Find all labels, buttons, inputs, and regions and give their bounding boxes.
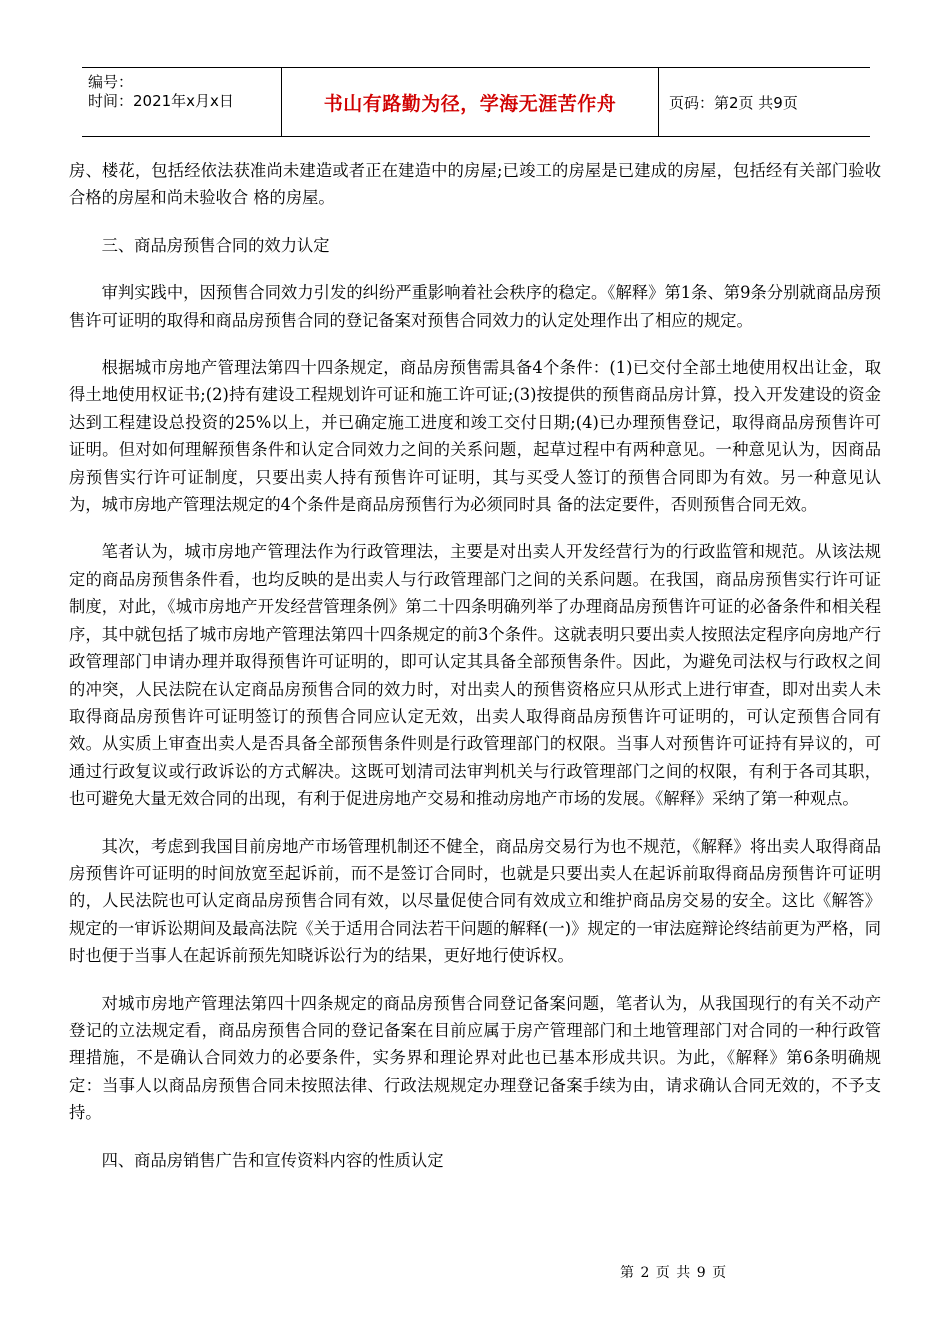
paragraph: 审判实践中，因预售合同效力引发的纠纷严重影响着社会秩序的稳定。《解释》第1条、第9条分别就商品房预售许可证明的取得和商品房预售合同的登记备案对预售合同效力的认定处理作出了相应的规定。 (69, 283, 881, 330)
paragraph-continuation: 房、楼花，包括经依法获准尚未建造或者正在建造中的房屋;已竣工的房屋是已建成的房屋，包括经有关部门验收合格的房屋和尚未验收合 格的房屋。 (69, 161, 881, 208)
paragraph: 笔者认为，城市房地产管理法作为行政管理法，主要是对出卖人开发经营行为的行政监管和规范。从该法规定的商品房预售条件看，也均反映的是出卖人与行政管理部门之间的关系问题。在我国，商品房预售实行许可证制度，对此，《城市房地产开发经营管理条例》第二十四条明确列举了办理商品房预售许可证的必备条件和相关程序，其中就包括了城市房地产管理法第四十四条规定的前3个条件。这就表明只要出卖人按照法定程序向房地产行政管理部门申请办理并取得预售许可证明的，即可认定其具备全部预售条件。因此，为避免司法权与行政权之间的冲突，人民法院在认定商品房预售合同的效力时，对出卖人的预售资格应只从形式上进行审查，即对出卖人未取得商品房预售许可证明签订的预售合同应认定无效，出卖人取得商品房预售许可证明的，可认定预售合同有效。从实质上审查出卖人是否具备全部预售条件则是行政管理部门的权限。当事人对预售许可证持有异议的，可通过行政复议或行政诉讼的方式解决。这既可划清司法审判机关与行政管理部门之间的权限，有利于各司其职，也可避免大量无效合同的出现，有利于促进房地产交易和推动房地产市场的发展。《解释》采纳了第一种观点。 (69, 542, 881, 809)
page-header (82, 67, 870, 137)
page-footer: 第 2 页 共 9 页 (620, 1265, 728, 1281)
section-heading-4: 四、商品房销售广告和宣传资料内容的性质认定 (101, 1150, 444, 1170)
document-number-label: 编号： (88, 73, 134, 91)
section-heading-3: 三、商品房预售合同的效力认定 (101, 235, 330, 255)
document-body (69, 157, 881, 1194)
header-motto: 书山有路勤为径，学海无涯苦作舟 (282, 68, 659, 136)
paragraph: 对城市房地产管理法第四十四条规定的商品房预售合同登记备案问题，笔者认为，从我国现行的有关不动产登记的立法规定看，商品房预售合同的登记备案在目前应属于房产管理部门和土地管理部门对合同的一种行政管理措施，不是确认合同效力的必要条件，实务界和理论界对此也已基本形成共识。为此，《解释》第6条明确规定：当事人以商品房预售合同未按照法律、行政法规规定办理登记备案手续为由，请求确认合同无效的，不予支持。 (69, 993, 881, 1123)
header-page-number: 页码：第2页 共9页 (669, 93, 798, 112)
paragraph: 根据城市房地产管理法第四十四条规定，商品房预售需具备4个条件：(1)已交付全部土地使用权出让金，取得土地使用权证书;(2)持有建设工程规划许可证和施工许可证;(3)按提供的预售商品房计算，投入开发建设的资金达到工程建设总投资的25%以上，并已确定施工进度和竣工交付日期;(4)已办理预售登记，取得商品房预售许可证明。但对如何理解预售条件和认定合同效力之间的关系问题，起草过程中有两种意见。一种意见认为，因商品房预售实行许可证制度，只要出卖人持有预售许可证明，其与买受人签订的预售合同即为有效。另一种意见认为，城市房地产管理法规定的4个条件是商品房预售行为必须同时具 备的法定要件，否则预售合同无效。 (69, 358, 881, 515)
header-meta (82, 68, 282, 136)
paragraph: 其次，考虑到我国目前房地产市场管理机制还不健全，商品房交易行为也不规范，《解释》将出卖人取得商品房预售许可证明的时间放宽至起诉前，而不是签订合同时，也就是只要出卖人在起诉前取得商品房预售许可证明的，人民法院也可认定商品房预售合同有效，以尽量促使合同有效成立和维护商品房交易的安全。这比《解答》规定的一审诉讼期间及最高法院《关于适用合同法若干问题的解释(一)》规定的一审法庭辩论终结前更为严格，同时也便于当事人在起诉前预先知晓诉讼行为的结果，更好地行使诉权。 (69, 836, 881, 966)
document-date-label: 时间：2021年x月x日 (88, 92, 234, 110)
